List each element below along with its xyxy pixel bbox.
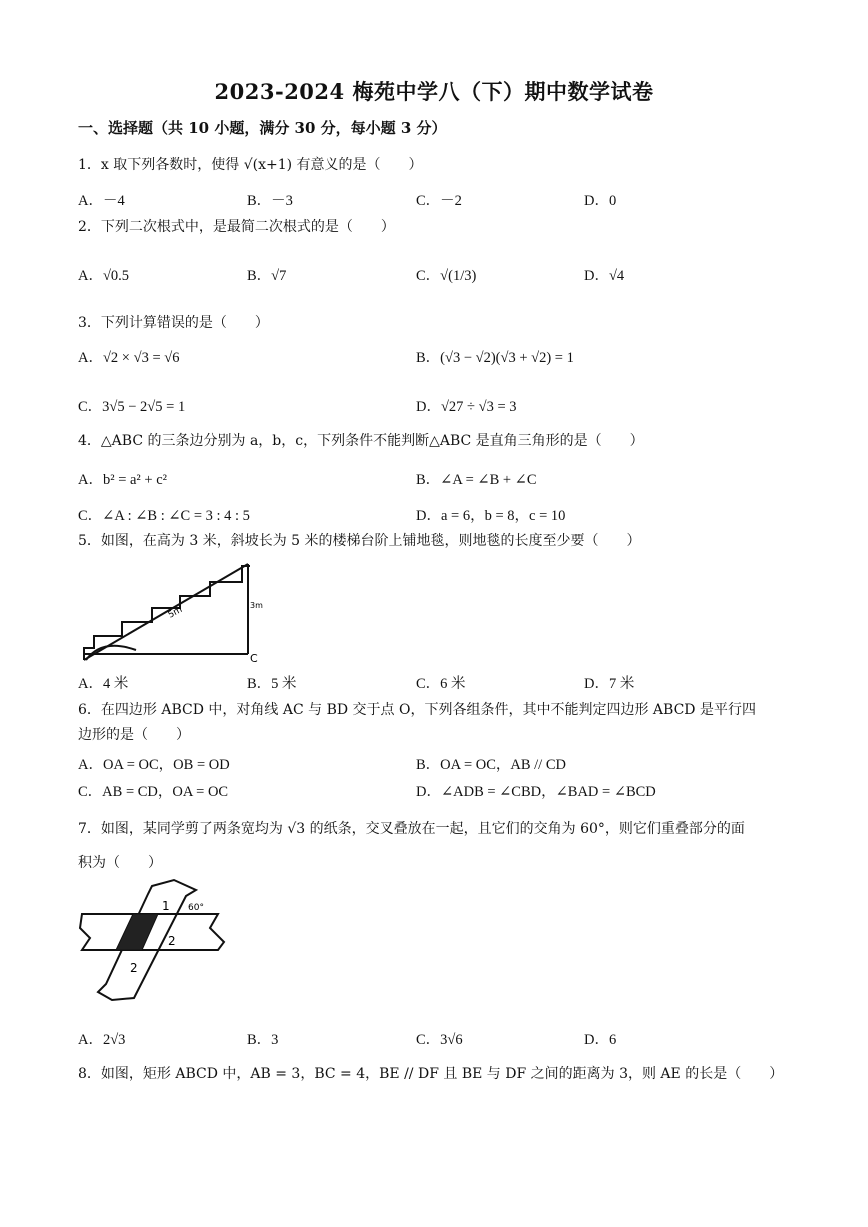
- q7-label-2-bottom: 2: [130, 961, 138, 975]
- q5-label-slope: 5m: [166, 605, 185, 621]
- question-6-stem-line2: 边形的是（ ）: [78, 727, 190, 743]
- q7-label-angle: 60°: [188, 903, 204, 913]
- q5-option-b: B．5 米: [247, 676, 297, 692]
- q3-option-c: C．3√5 − 2√5 = 1: [78, 399, 186, 415]
- q4-option-a: A．b² = a² + c²: [78, 472, 167, 488]
- question-2-stem: 2．下列二次根式中，是最简二次根式的是（ ）: [78, 219, 395, 235]
- question-7-stem-line1: 7．如图，某同学剪了两条宽均为 √3 的纸条，交叉叠放在一起，且它们的交角为 60°，则它们重叠部分的面: [78, 821, 745, 837]
- q6-option-c: C．AB = CD，OA = OC: [78, 784, 229, 800]
- question-8-stem: 8．如图，矩形 ABCD 中，AB = 3，BC = 4，BE // DF 且 BE 与 DF 之间的距离为 3，则 AE 的长是（ ）: [78, 1066, 784, 1082]
- q6-option-a: A．OA = OC，OB = OD: [78, 757, 230, 773]
- q2-option-c: C．√(1/3): [416, 268, 477, 284]
- section-heading: 一、选择题（共 10 小题，满分 30 分，每小题 3 分）: [78, 119, 447, 137]
- q7-option-d: D．6: [584, 1032, 617, 1048]
- page-title: 2023-2024 梅苑中学八（下）期中数学试卷: [214, 79, 654, 104]
- q5-option-c: C．6 米: [416, 676, 466, 692]
- paper-strips-figure: [78, 880, 228, 1005]
- staircase-figure: [82, 560, 272, 664]
- q1-option-d: D．0: [584, 193, 617, 209]
- question-3-stem: 3．下列计算错误的是（ ）: [78, 315, 269, 331]
- q2-option-d: D．√4: [584, 268, 625, 284]
- q6-option-d: D．∠ADB = ∠CBD，∠BAD = ∠BCD: [416, 784, 656, 800]
- q3-option-d: D．√27 ÷ √3 = 3: [416, 399, 517, 415]
- q1-option-a: A．－4: [78, 193, 125, 209]
- q5-option-a: A．4 米: [78, 676, 129, 692]
- question-6-stem-line1: 6．在四边形 ABCD 中，对角线 AC 与 BD 交于点 O，下列各组条件，其中不能判定四边形 ABCD 是平行四: [78, 702, 756, 718]
- q4-option-d: D．a = 6，b = 8，c = 10: [416, 508, 566, 524]
- question-7-stem-line2: 积为（ ）: [78, 855, 162, 871]
- q3-option-b: B．(√3 − √2)(√3 + √2) = 1: [416, 350, 574, 366]
- question-4-stem: 4．△ABC 的三条边分别为 a，b，c，下列条件不能判断△ABC 是直角三角形的是（ ）: [78, 433, 644, 449]
- q2-option-b: B．√7: [247, 268, 287, 284]
- q7-option-b: B．3: [247, 1032, 279, 1048]
- q7-label-1: 1: [162, 899, 170, 913]
- q1-option-b: B．－3: [247, 193, 293, 209]
- q5-label-height: 3m: [250, 601, 263, 610]
- q5-option-d: D．7 米: [584, 676, 635, 692]
- question-5-stem: 5．如图，在高为 3 米，斜坡长为 5 米的楼梯台阶上铺地毯，则地毯的长度至少要（ ）: [78, 533, 641, 549]
- q7-label-2-right: 2: [168, 934, 176, 948]
- q1-option-c: C．－2: [416, 193, 462, 209]
- q2-option-a: A．√0.5: [78, 268, 130, 284]
- q4-option-b: B．∠A = ∠B + ∠C: [416, 472, 537, 488]
- q6-option-b: B．OA = OC，AB // CD: [416, 757, 566, 773]
- q4-option-c: C．∠A : ∠B : ∠C = 3 : 4 : 5: [78, 508, 250, 524]
- q7-option-a: A．2√3: [78, 1032, 126, 1048]
- q5-label-c: C: [250, 652, 258, 665]
- q7-option-c: C．3√6: [416, 1032, 463, 1048]
- q3-option-a: A．√2 × √3 = √6: [78, 350, 180, 366]
- question-1-stem: 1．x 取下列各数时，使得 √(x+1) 有意义的是（ ）: [78, 157, 423, 173]
